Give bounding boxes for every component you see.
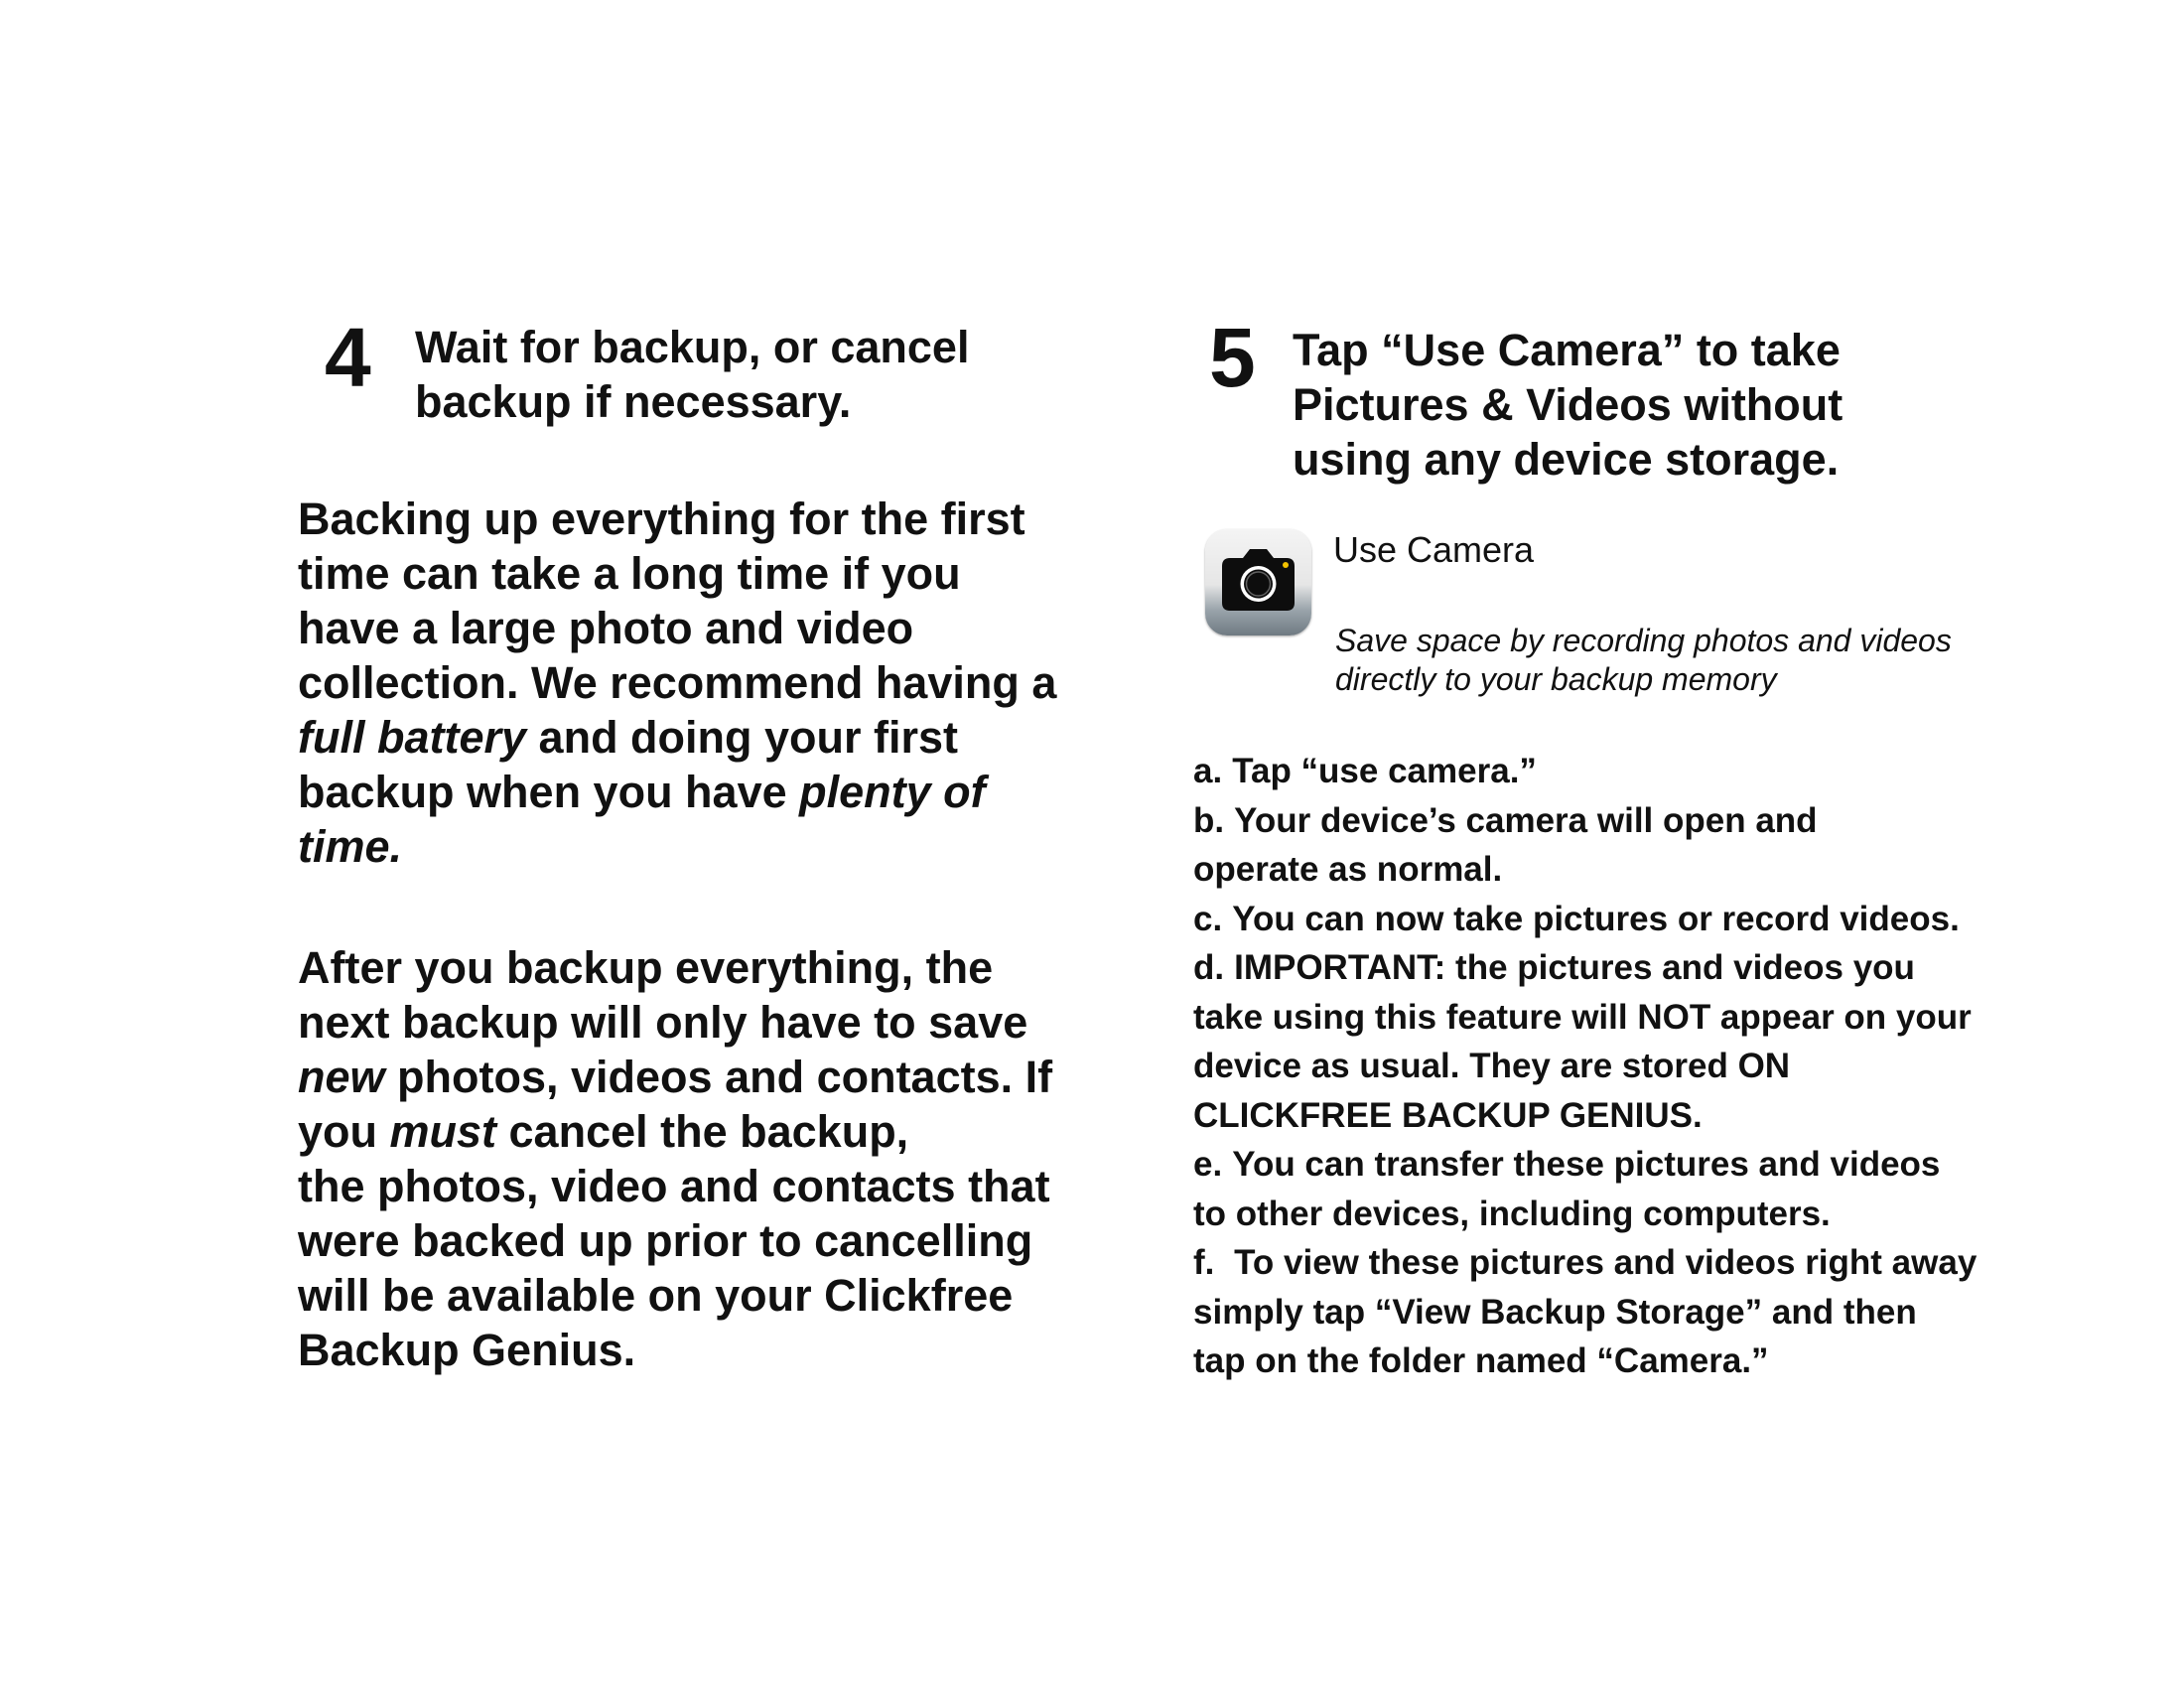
must-emphasis: must [389,1106,497,1157]
text-line: next backup will only have to save [298,997,1028,1048]
instruction-text: You can now take pictures or record videos. [1232,899,1960,938]
instruction-item-a [1193,747,2047,796]
instruction-item-b [1193,796,2047,895]
new-emphasis: new [298,1052,385,1102]
camera-icon[interactable] [1205,529,1311,635]
step-4-number: 4 [325,311,371,404]
text-line: Backup Genius. [298,1325,636,1375]
text-line: will be available on your Clickfree [298,1270,1014,1321]
camera-glyph [1205,529,1311,635]
instruction-item-c [1193,895,2047,944]
instruction-item-f [1193,1238,2047,1386]
use-camera-instructions [1193,747,2047,1386]
instruction-item-e [1193,1140,2047,1238]
instruction-text: take using this feature will NOT appear on your [1193,997,1972,1037]
plenty-of-time-emphasis: plenty of [799,767,986,817]
instruction-item-d [1193,943,2047,1140]
step-5-heading-line-1: Tap “Use Camera” to take [1293,325,1841,375]
instruction-marker: f. [1193,1243,1215,1282]
instruction-text: IMPORTANT: the pictures and videos you [1234,948,1915,987]
instruction-marker: e. [1193,1145,1223,1184]
text-line: backup when you have [298,767,800,817]
description-line: Save space by recording photos and videos [1335,623,1952,658]
instruction-text: simply tap “View Backup Storage” and then [1193,1292,1917,1332]
text-line: and doing your first [526,712,959,763]
use-camera-option-description [1335,622,2050,699]
text-line: were backed up prior to cancelling [298,1215,1033,1266]
instruction-text: tap on the folder named “Camera.” [1193,1341,1769,1380]
first-backup-paragraph [298,492,1092,874]
text-line: cancel the backup, [496,1106,909,1157]
text-line: photos, videos and contacts. If [384,1052,1053,1102]
text-line: time can take a long time if you [298,548,961,599]
text-line: collection. We recommend having a [298,657,1057,708]
step-5-number: 5 [1209,311,1256,404]
text-line: After you backup everything, the [298,942,994,993]
instruction-text: Your device’s camera will open and [1234,800,1818,840]
text-line: Backing up everything for the first [298,493,1025,544]
text-line: you [298,1106,390,1157]
step-5-heading-line-2: Pictures & Videos without [1293,379,1843,430]
text-line: the photos, video and contacts that [298,1161,1050,1211]
instruction-marker: a. [1193,752,1223,790]
instruction-text: operate as normal. [1193,850,1503,889]
instruction-text: You can transfer these pictures and videos [1232,1145,1941,1184]
plenty-of-time-emphasis-end: time. [298,821,403,872]
instruction-marker: d. [1193,948,1225,987]
instruction-text: Tap “use camera.” [1232,752,1537,790]
step-4-heading [415,320,1030,429]
full-battery-emphasis: full battery [298,712,527,763]
description-line: directly to your backup memory [1335,661,1777,697]
instruction-marker: b. [1193,800,1225,840]
instruction-text: To view these pictures and videos right away [1224,1243,1978,1282]
instruction-text: to other devices, including computers. [1193,1194,1831,1233]
instruction-marker: c. [1193,899,1223,938]
step-4-heading-line-1: Wait for backup, or cancel [415,322,970,372]
step-4-heading-line-2: backup if necessary. [415,376,852,427]
cancel-backup-paragraph [298,940,1092,1377]
text-line: have a large photo and video [298,603,914,653]
use-camera-option-label[interactable]: Use Camera [1333,529,1535,570]
step-5-heading [1293,323,1987,487]
step-5-heading-line-3: using any device storage. [1293,434,1840,485]
instruction-text: CLICKFREE BACKUP GENIUS. [1193,1095,1703,1135]
instruction-text: device as usual. They are stored ON [1193,1047,1791,1085]
